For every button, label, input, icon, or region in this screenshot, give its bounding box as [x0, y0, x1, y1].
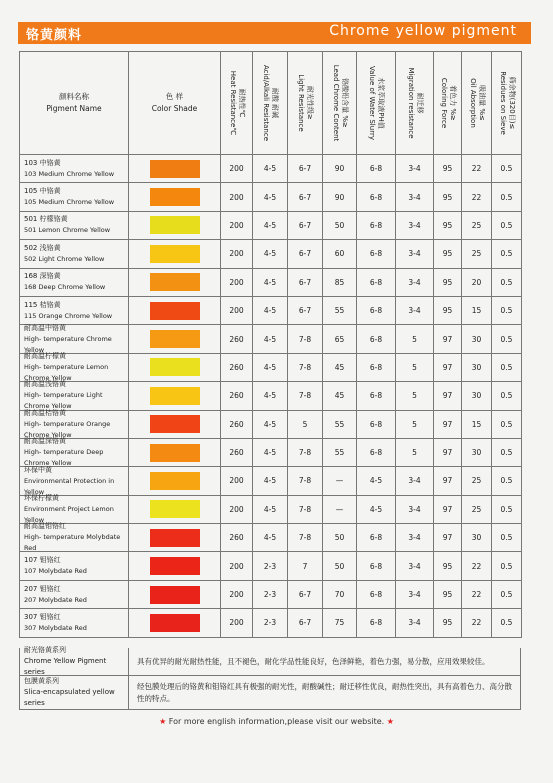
lead-content-cell: 75 [323, 609, 357, 637]
page-header [18, 22, 531, 44]
heat-resistance-cell: 200 [221, 240, 253, 268]
acid-alkali-cell: 4-5 [253, 212, 288, 240]
table-row [20, 155, 522, 183]
oil-absorption-cell: 25 [462, 212, 492, 240]
pigment-name-cell [20, 408, 129, 439]
pigment-name-cell [20, 325, 129, 353]
pigment-name-cell [20, 297, 129, 325]
coloring-force-cell: 97 [434, 354, 462, 382]
lead-content-cell: 70 [323, 581, 357, 609]
table-row [20, 183, 522, 211]
table-row [20, 325, 522, 353]
residue-sieve-cell: 0.5 [492, 552, 522, 580]
website-link-text[interactable]: For more english information,please visit our website. [168, 717, 385, 726]
residue-sieve-cell: 0.5 [492, 524, 522, 552]
pigment-name-zh: 环保中黄 [24, 465, 52, 474]
header-acid: 耐酸 耐碱 Acid/Alkali Resistance [253, 52, 288, 155]
ph-value-cell: 6-8 [357, 183, 396, 211]
acid-alkali-cell: 4-5 [253, 240, 288, 268]
pigment-name-en: 107 Molybdate Red [24, 567, 87, 576]
residue-sieve-cell: 0.5 [492, 269, 522, 297]
footer-1-label-en: Chrome Yellow Pigment series [24, 657, 107, 676]
oil-absorption-cell: 30 [462, 439, 492, 467]
migration-cell: 5 [396, 439, 434, 467]
footer-row-2 [19, 676, 521, 710]
coloring-force-cell: 97 [434, 496, 462, 524]
table-row [20, 212, 522, 240]
pigment-name-en: High- temperature Molybdate Red [24, 533, 121, 553]
pigment-name-en: 105 Medium Chrome Yellow [24, 198, 115, 207]
heat-resistance-cell: 260 [221, 325, 253, 353]
color-swatch [150, 586, 200, 604]
light-resistance-cell: 6-7 [288, 609, 323, 637]
header-shade-zh: 色 样 [165, 92, 184, 101]
table-row [20, 408, 522, 439]
table-row [20, 240, 522, 268]
pigment-name-zh: 115 桔铬黄 [24, 300, 61, 309]
pigment-name-cell [20, 467, 129, 495]
pigment-name-en: 103 Medium Chrome Yellow [24, 169, 115, 178]
pigment-name-en: 501 Lemon Chrome Yellow [24, 226, 111, 235]
color-shade-cell [129, 269, 221, 297]
migration-cell: 3-4 [396, 581, 434, 609]
coloring-force-cell: 95 [434, 212, 462, 240]
heat-resistance-cell: 200 [221, 609, 253, 637]
table-row [20, 269, 522, 297]
table-row [20, 609, 522, 637]
star-icon: ★ [159, 717, 167, 726]
color-swatch [150, 614, 200, 632]
heat-resistance-cell: 200 [221, 297, 253, 325]
migration-cell: 5 [396, 354, 434, 382]
header-name-en: Pigment Name [46, 104, 102, 113]
light-resistance-cell: 6-7 [288, 155, 323, 183]
table-row [20, 297, 522, 325]
lead-content-cell: 50 [323, 552, 357, 580]
header-name-zh: 颜料名称 [59, 92, 89, 101]
residue-sieve-cell: 0.5 [492, 382, 522, 410]
pigment-name-en: High- temperature Deep Chrome Yellow [24, 448, 104, 468]
oil-absorption-cell: 15 [462, 411, 492, 439]
coloring-force-cell: 95 [434, 552, 462, 580]
color-shade-cell [129, 382, 221, 410]
table-row [20, 382, 522, 410]
coloring-force-cell: 97 [434, 524, 462, 552]
lead-content-cell: 55 [323, 297, 357, 325]
coloring-force-cell: 95 [434, 581, 462, 609]
ph-value-cell: 6-8 [357, 325, 396, 353]
residue-sieve-cell: 0.5 [492, 439, 522, 467]
lead-content-cell: 50 [323, 212, 357, 240]
light-resistance-cell: 7-8 [288, 325, 323, 353]
oil-absorption-cell: 25 [462, 467, 492, 495]
lead-content-cell: 90 [323, 155, 357, 183]
heat-resistance-cell: 260 [221, 411, 253, 439]
star-icon: ★ [386, 717, 394, 726]
color-swatch [150, 415, 200, 433]
oil-absorption-cell: 30 [462, 325, 492, 353]
migration-cell: 5 [396, 411, 434, 439]
color-shade-cell [129, 354, 221, 382]
ph-value-cell: 6-8 [357, 609, 396, 637]
lead-content-cell: 45 [323, 354, 357, 382]
pigment-name-cell [20, 351, 129, 382]
table-row [20, 552, 522, 580]
table-row [20, 581, 522, 609]
color-swatch [150, 472, 200, 490]
table-row [20, 351, 522, 382]
pigment-name-en: High- temperature Light Chrome Yellow [24, 391, 103, 411]
header-title-en: Chrome yellow pigment [329, 23, 517, 39]
coloring-force-cell: 97 [434, 439, 462, 467]
migration-cell: 5 [396, 325, 434, 353]
residue-sieve-cell: 0.5 [492, 609, 522, 637]
lead-content-cell: 45 [323, 382, 357, 410]
migration-cell: 3-4 [396, 155, 434, 183]
pigment-name-cell [20, 382, 129, 410]
color-shade-cell [129, 212, 221, 240]
header-color-shade [129, 52, 221, 155]
pigment-name-cell [20, 581, 129, 609]
color-swatch [150, 216, 200, 234]
coloring-force-cell: 95 [434, 240, 462, 268]
acid-alkali-cell: 2-3 [253, 581, 288, 609]
pigment-name-zh: 环保柠檬黄 [24, 493, 59, 502]
residue-sieve-cell: 0.5 [492, 325, 522, 353]
header-title-zh: 铬黄颜料 [26, 28, 83, 43]
pigment-name-en: 168 Deep Chrome Yellow [24, 283, 106, 292]
acid-alkali-cell: 4-5 [253, 354, 288, 382]
acid-alkali-cell: 4-5 [253, 183, 288, 211]
color-shade-cell [129, 297, 221, 325]
pigment-name-cell [20, 552, 129, 580]
pigment-name-zh: 耐高温柠檬黄 [24, 351, 66, 360]
color-swatch [150, 330, 200, 348]
footer-2-desc: 经包膜处理后的铬黄和钼铬红具有极强的耐光性，耐酸碱性；耐迁移性优良，耐热性突出，具有高着色力、高分散性的特点。 [137, 681, 512, 703]
lead-content-cell: 65 [323, 325, 357, 353]
lead-content-cell: 55 [323, 439, 357, 467]
residue-sieve-cell: 0.5 [492, 581, 522, 609]
color-swatch [150, 302, 200, 320]
coloring-force-cell: 97 [434, 325, 462, 353]
light-resistance-cell: 7-8 [288, 467, 323, 495]
light-resistance-cell: 6-7 [288, 581, 323, 609]
color-shade-cell [129, 411, 221, 439]
coloring-force-cell: 95 [434, 297, 462, 325]
acid-alkali-cell: 4-5 [253, 155, 288, 183]
oil-absorption-cell: 30 [462, 354, 492, 382]
acid-alkali-cell: 2-3 [253, 552, 288, 580]
acid-alkali-cell: 4-5 [253, 439, 288, 467]
lead-content-cell: 50 [323, 524, 357, 552]
oil-absorption-cell: 25 [462, 240, 492, 268]
ph-value-cell: 6-8 [357, 240, 396, 268]
table-row [20, 467, 522, 495]
heat-resistance-cell: 260 [221, 524, 253, 552]
color-swatch [150, 500, 200, 518]
acid-alkali-cell: 4-5 [253, 467, 288, 495]
pigment-name-zh: 307 钼铬红 [24, 612, 61, 621]
light-resistance-cell: 6-7 [288, 212, 323, 240]
migration-cell: 3-4 [396, 524, 434, 552]
color-swatch [150, 358, 200, 376]
pigment-name-zh: 207 钼铬红 [24, 584, 61, 593]
migration-cell: 5 [396, 382, 434, 410]
light-resistance-cell: 7-8 [288, 354, 323, 382]
migration-cell: 3-4 [396, 609, 434, 637]
pigment-name-zh: 502 浅铬黄 [24, 243, 61, 252]
pigment-name-cell [20, 240, 129, 268]
color-shade-cell [129, 552, 221, 580]
header-oil: 吸油量 %≤ Oil Absorption [462, 52, 492, 155]
color-shade-cell [129, 581, 221, 609]
color-shade-cell [129, 609, 221, 637]
migration-cell: 3-4 [396, 269, 434, 297]
acid-alkali-cell: 4-5 [253, 524, 288, 552]
ph-value-cell: 6-8 [357, 382, 396, 410]
migration-cell: 3-4 [396, 240, 434, 268]
website-link[interactable] [0, 717, 553, 726]
color-shade-cell [129, 439, 221, 467]
coloring-force-cell: 97 [434, 382, 462, 410]
ph-value-cell: 6-8 [357, 439, 396, 467]
table-header [20, 52, 522, 155]
pigment-name-en: 115 Orange Chrome Yellow [24, 311, 113, 320]
color-shade-cell [129, 240, 221, 268]
light-resistance-cell: 6-7 [288, 183, 323, 211]
acid-alkali-cell: 2-3 [253, 609, 288, 637]
pigment-name-en: 307 Molybdate Red [24, 623, 87, 632]
light-resistance-cell: 6-7 [288, 269, 323, 297]
oil-absorption-cell: 22 [462, 609, 492, 637]
pigment-name-cell [20, 524, 129, 552]
pigment-name-en: High- temperature Chrome Yellow [24, 334, 112, 354]
oil-absorption-cell: 22 [462, 183, 492, 211]
acid-alkali-cell: 4-5 [253, 496, 288, 524]
heat-resistance-cell: 200 [221, 269, 253, 297]
footer-2-label-en: Slica-encapsulated yellow series [24, 688, 115, 707]
coloring-force-cell: 95 [434, 155, 462, 183]
ph-value-cell: 6-8 [357, 155, 396, 183]
color-shade-cell [129, 524, 221, 552]
heat-resistance-cell: 260 [221, 382, 253, 410]
ph-value-cell: 6-8 [357, 269, 396, 297]
color-swatch [150, 444, 200, 462]
color-shade-cell [129, 467, 221, 495]
ph-value-cell: 6-8 [357, 524, 396, 552]
pigment-name-cell [20, 609, 129, 637]
oil-absorption-cell: 30 [462, 382, 492, 410]
pigment-name-cell [20, 439, 129, 467]
acid-alkali-cell: 4-5 [253, 325, 288, 353]
pigment-name-zh: 耐高温深铬黄 [24, 437, 66, 446]
migration-cell: 3-4 [396, 552, 434, 580]
pigment-name-en: High- temperature Lemon Chrome Yellow [24, 362, 109, 382]
ph-value-cell: 6-8 [357, 552, 396, 580]
pigment-name-zh: 107 钼铬红 [24, 556, 61, 565]
migration-cell: 3-4 [396, 212, 434, 240]
lead-content-cell: 55 [323, 411, 357, 439]
residue-sieve-cell: 0.5 [492, 354, 522, 382]
coloring-force-cell: 95 [434, 609, 462, 637]
pigment-name-zh: 103 中铬黄 [24, 158, 61, 167]
header-coloring: 着色力 %≥ Coloring Force [434, 52, 462, 155]
color-swatch [150, 387, 200, 405]
pigment-name-en: 502 Light Chrome Yellow [24, 254, 105, 263]
light-resistance-cell: 6-7 [288, 240, 323, 268]
pigment-name-zh: 耐高温浅铬黄 [24, 380, 66, 389]
pigment-name-cell [20, 212, 129, 240]
ph-value-cell: 4-5 [357, 496, 396, 524]
ph-value-cell: 6-8 [357, 411, 396, 439]
color-swatch [150, 273, 200, 291]
light-resistance-cell: 7 [288, 552, 323, 580]
pigment-name-zh: 501 柠檬铬黄 [24, 215, 68, 224]
color-shade-cell [129, 496, 221, 524]
acid-alkali-cell: 4-5 [253, 269, 288, 297]
heat-resistance-cell: 200 [221, 496, 253, 524]
pigment-name-en: 207 Molybdate Red [24, 595, 87, 604]
ph-value-cell: 6-8 [357, 581, 396, 609]
lead-content-cell: 60 [323, 240, 357, 268]
migration-cell: 3-4 [396, 467, 434, 495]
pigment-name-cell [20, 493, 129, 524]
pigment-name-zh: 耐高温钼铬红 [24, 522, 66, 531]
pigment-name-en: Environmental Protection in Yellow [24, 476, 115, 496]
table-row [20, 439, 522, 467]
heat-resistance-cell: 200 [221, 581, 253, 609]
footer-row-1 [19, 648, 521, 676]
header-sieve: 筛余物(320目)≤ Residues on Sieve [492, 52, 522, 155]
color-swatch [150, 160, 200, 178]
residue-sieve-cell: 0.5 [492, 467, 522, 495]
header-shade-en: Color Shade [151, 104, 198, 113]
color-swatch [150, 557, 200, 575]
light-resistance-cell: 7-8 [288, 382, 323, 410]
header-pigment-name [20, 52, 129, 155]
residue-sieve-cell: 0.5 [492, 155, 522, 183]
header-heat: 耐热性℃ Heat Resistance℃ [221, 52, 253, 155]
color-shade-cell [129, 183, 221, 211]
ph-value-cell: 6-8 [357, 354, 396, 382]
header-ph: 水浆萃取液PH值 Value of Water Slurry [357, 52, 396, 155]
acid-alkali-cell: 4-5 [253, 382, 288, 410]
table-row [20, 493, 522, 524]
oil-absorption-cell: 22 [462, 581, 492, 609]
oil-absorption-cell: 15 [462, 297, 492, 325]
pigment-name-cell [20, 269, 129, 297]
oil-absorption-cell: 20 [462, 269, 492, 297]
acid-alkali-cell: 4-5 [253, 411, 288, 439]
residue-sieve-cell: 0.5 [492, 240, 522, 268]
heat-resistance-cell: 200 [221, 552, 253, 580]
pigment-name-zh: 168 深铬黄 [24, 272, 61, 281]
heat-resistance-cell: 260 [221, 354, 253, 382]
residue-sieve-cell: 0.5 [492, 212, 522, 240]
header-migration: 耐迁移 Migration resistance [396, 52, 434, 155]
heat-resistance-cell: 260 [221, 439, 253, 467]
pigment-name-zh: 耐高温桔铬黄 [24, 408, 66, 417]
color-shade-cell [129, 325, 221, 353]
lead-content-cell: 90 [323, 183, 357, 211]
pigment-name-zh: 耐高温中铬黄 [24, 323, 66, 332]
header-light: 耐光性级≥ Light Resistance [288, 52, 323, 155]
residue-sieve-cell: 0.5 [492, 183, 522, 211]
light-resistance-cell: 5 [288, 411, 323, 439]
color-swatch [150, 529, 200, 547]
heat-resistance-cell: 200 [221, 212, 253, 240]
coloring-force-cell: 95 [434, 269, 462, 297]
ph-value-cell: 4-5 [357, 467, 396, 495]
header-lead: 铬酸铅含量 %≥ Lead Chrome Content [323, 52, 357, 155]
pigment-name-en: High- temperature Orange Chrome Yellow [24, 419, 111, 439]
footer-1-label-zh: 耐光铬黄系列 [24, 646, 66, 654]
heat-resistance-cell: 200 [221, 467, 253, 495]
migration-cell: 3-4 [396, 297, 434, 325]
color-swatch [150, 188, 200, 206]
heat-resistance-cell: 200 [221, 183, 253, 211]
migration-cell: 3-4 [396, 183, 434, 211]
residue-sieve-cell: 0.5 [492, 297, 522, 325]
pigment-table [19, 51, 522, 638]
coloring-force-cell: 97 [434, 467, 462, 495]
light-resistance-cell: 7-8 [288, 524, 323, 552]
footer-2-label-zh: 包膜黄系列 [24, 677, 59, 685]
pigment-name-cell [20, 183, 129, 211]
lead-content-cell: — [323, 496, 357, 524]
heat-resistance-cell: 200 [221, 155, 253, 183]
oil-absorption-cell: 25 [462, 496, 492, 524]
residue-sieve-cell: 0.5 [492, 411, 522, 439]
acid-alkali-cell: 4-5 [253, 297, 288, 325]
color-swatch [150, 245, 200, 263]
oil-absorption-cell: 30 [462, 524, 492, 552]
residue-sieve-cell: 0.5 [492, 496, 522, 524]
lead-content-cell: — [323, 467, 357, 495]
light-resistance-cell: 7-8 [288, 496, 323, 524]
coloring-force-cell: 95 [434, 183, 462, 211]
oil-absorption-cell: 22 [462, 552, 492, 580]
color-shade-cell [129, 155, 221, 183]
oil-absorption-cell: 22 [462, 155, 492, 183]
lead-content-cell: 85 [323, 269, 357, 297]
migration-cell: 3-4 [396, 496, 434, 524]
coloring-force-cell: 97 [434, 411, 462, 439]
ph-value-cell: 6-8 [357, 212, 396, 240]
light-resistance-cell: 6-7 [288, 297, 323, 325]
pigment-name-en: Environment Project Lemon Yellow [24, 504, 114, 524]
pigment-name-zh: 105 中铬黄 [24, 187, 61, 196]
light-resistance-cell: 7-8 [288, 439, 323, 467]
pigment-name-cell [20, 155, 129, 183]
footer-1-desc: 具有优异的耐光耐热性能，且不褪色，耐化学品性能良好，色泽鲜艳，着色力强，易分散，应用效果较佳。 [137, 656, 490, 666]
table-row [20, 524, 522, 552]
ph-value-cell: 6-8 [357, 297, 396, 325]
